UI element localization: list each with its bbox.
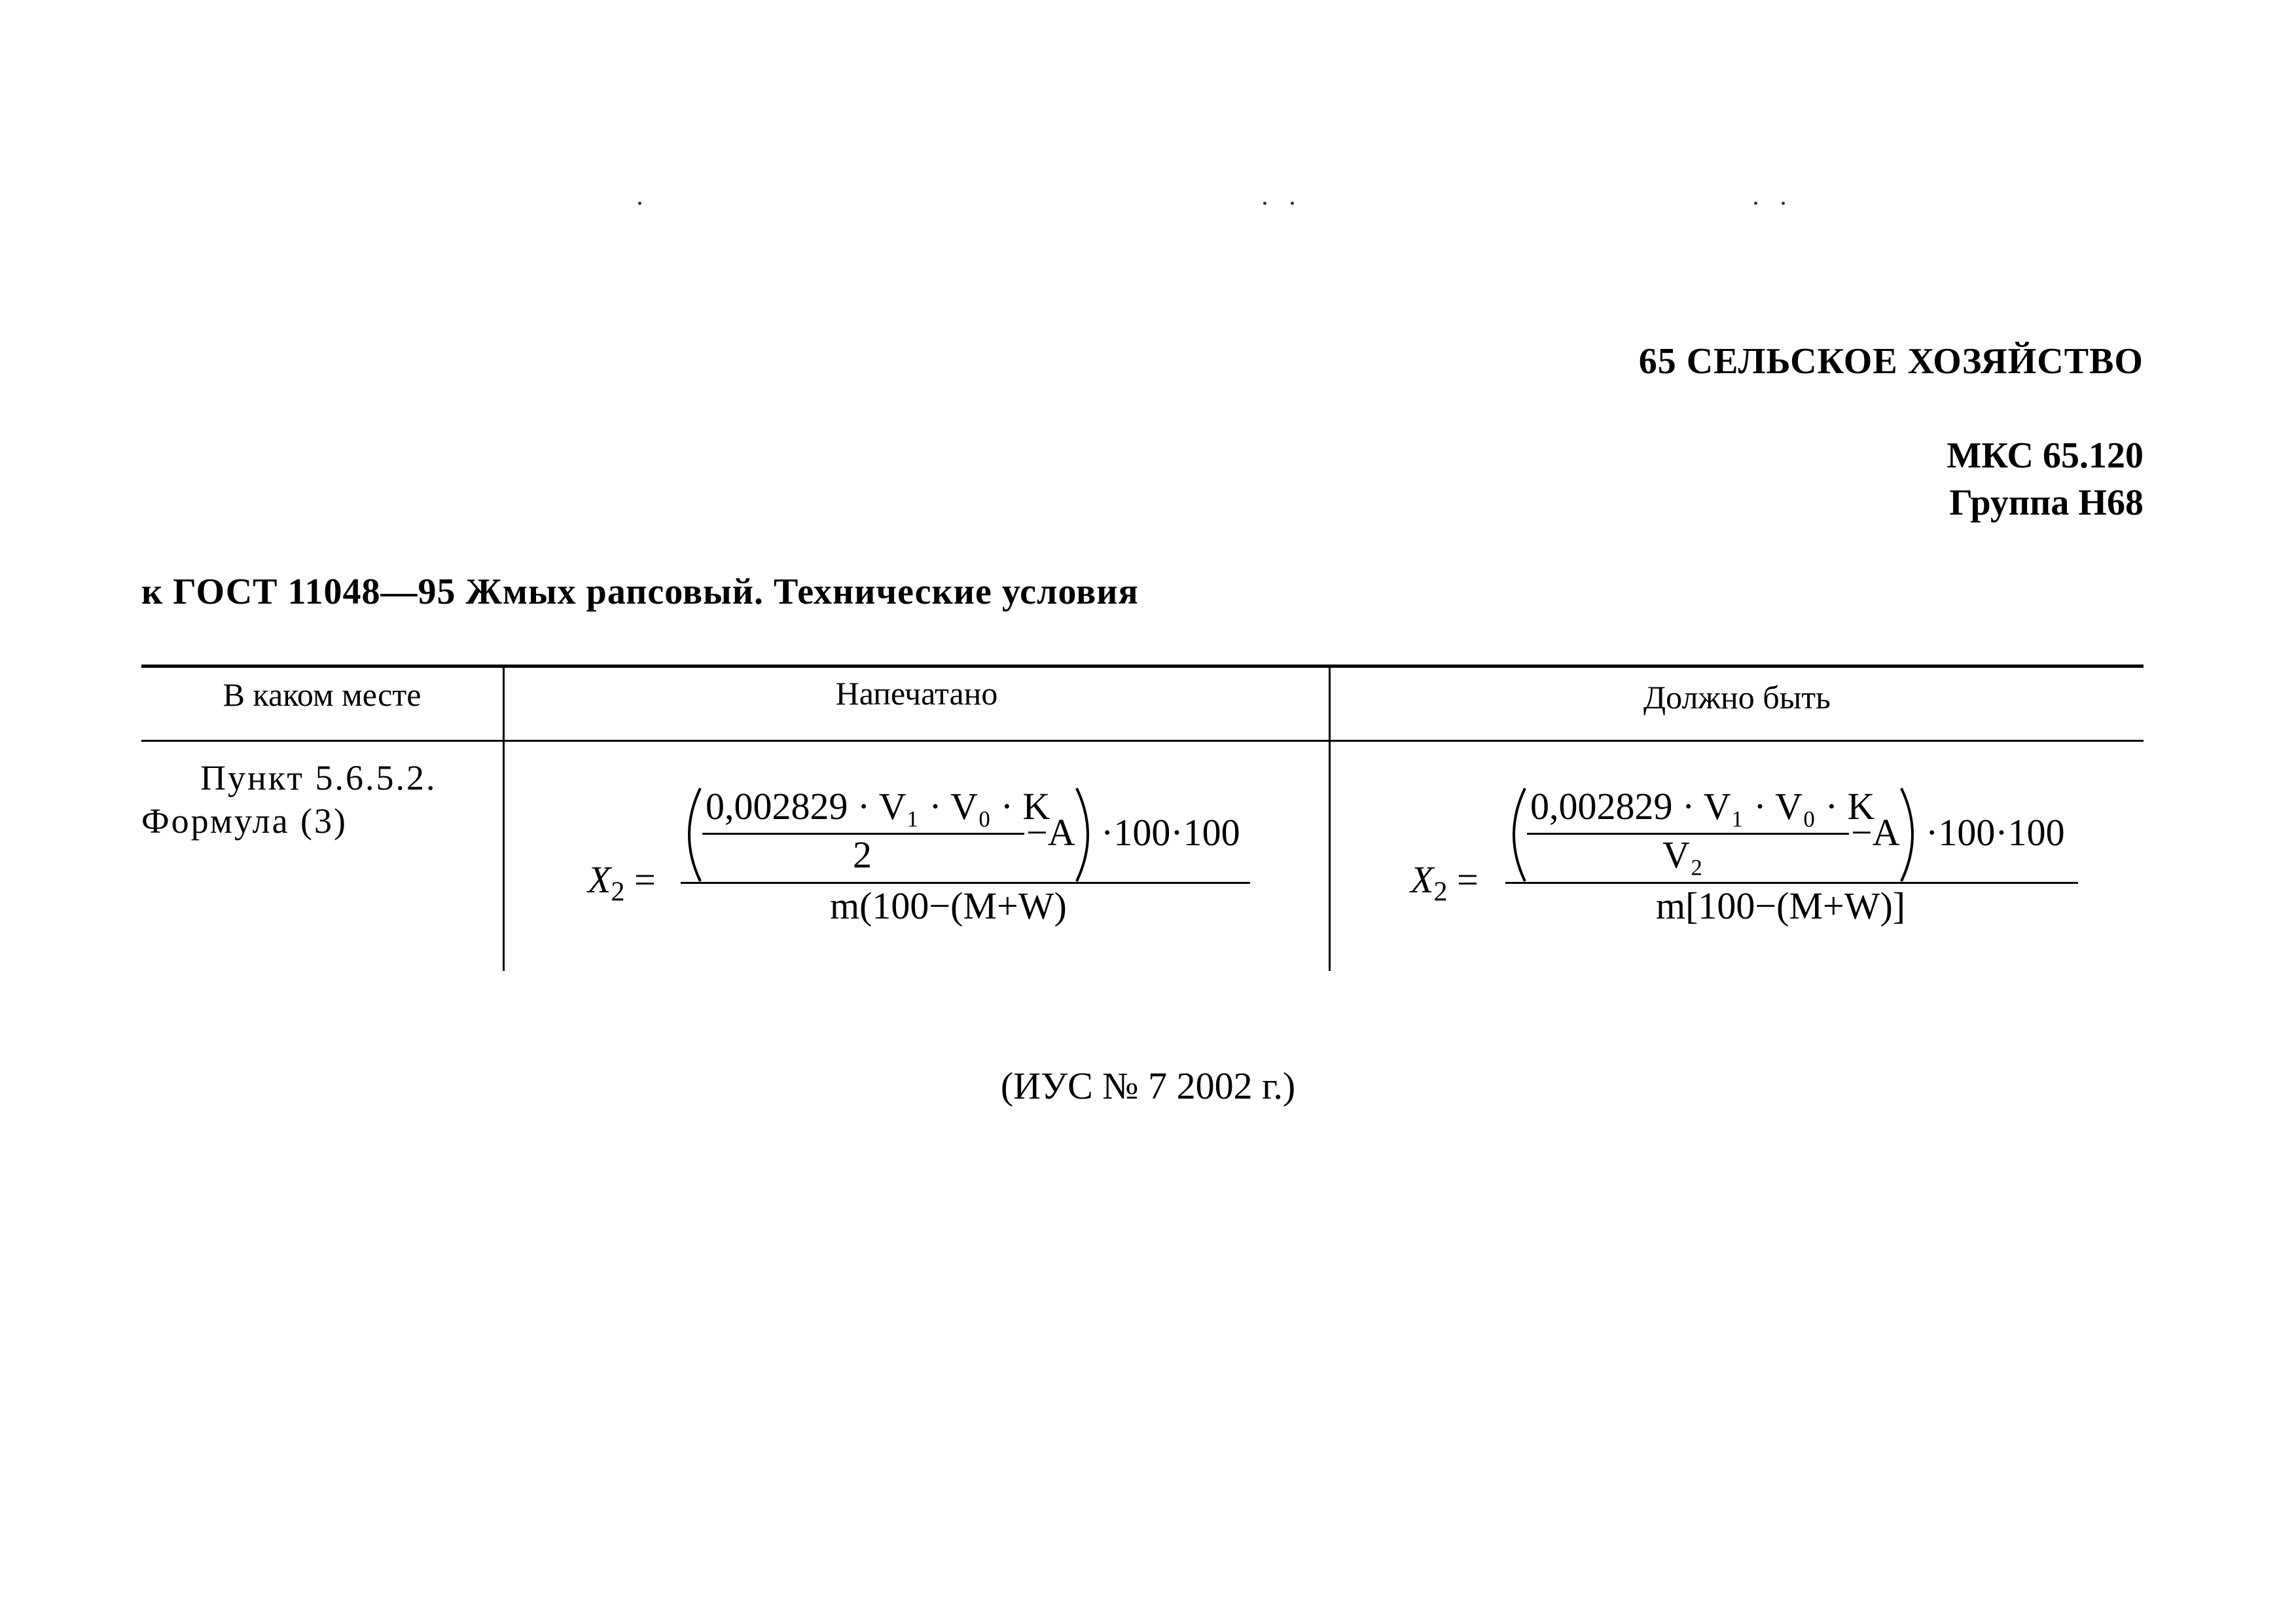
correct-denominator: m[100−(M+W)]	[1656, 884, 1906, 927]
correct-lhs: $X_2$ =	[1410, 858, 1479, 907]
column-header-correct: Должно быть	[1643, 679, 1831, 716]
location-clause: Пункт 5.6.5.2.	[200, 758, 437, 797]
scan-artifact	[1263, 202, 1266, 205]
printed-lhs: $X_2$ =	[588, 858, 656, 907]
printed-right-paren	[1073, 786, 1103, 884]
location-cell	[141, 756, 495, 843]
correct-multiplier: ·100·100	[1926, 811, 2065, 854]
column-header-location: В каком месте	[223, 676, 422, 713]
scan-artifact	[1754, 202, 1757, 205]
location-formula: Формула (3)	[141, 801, 348, 841]
document-title: к ГОСТ 11048—95 Жмых рапсовый. Технические условия	[141, 572, 1139, 612]
scan-artifact	[638, 202, 641, 205]
printed-denominator: m(100−(M+W)	[830, 884, 1067, 927]
printed-inner-denominator: 2	[853, 833, 872, 876]
printed-inner-tail: −A	[1026, 811, 1075, 854]
footer-reference: (ИУС № 7 2002 г.)	[1000, 1065, 1296, 1107]
correct-left-paren	[1499, 786, 1528, 884]
table-header-rule	[141, 740, 2144, 742]
printed-inner-numerator: 0,002829 · V₁ · V₀ · K	[706, 785, 1050, 828]
column-header-printed: Напечатано	[835, 675, 998, 712]
printed-left-paren	[674, 786, 704, 884]
group-code: Группа Н68	[1949, 483, 2144, 523]
correct-inner-tail: −A	[1851, 811, 1900, 854]
correct-right-paren	[1898, 786, 1928, 884]
table-top-rule	[141, 665, 2144, 668]
printed-multiplier: ·100·100	[1101, 811, 1240, 854]
correct-inner-numerator: 0,002829 · V₁ · V₀ · K	[1530, 785, 1875, 828]
mks-code: МКС 65.120	[1946, 435, 2144, 476]
scan-artifact	[1782, 202, 1785, 205]
classification-codes	[1946, 432, 2144, 526]
sector-heading: 65 СЕЛЬСКОЕ ХОЗЯЙСТВО	[1638, 341, 2144, 382]
correct-inner-denominator: V₂	[1662, 833, 1704, 876]
scan-artifact	[1291, 202, 1294, 205]
